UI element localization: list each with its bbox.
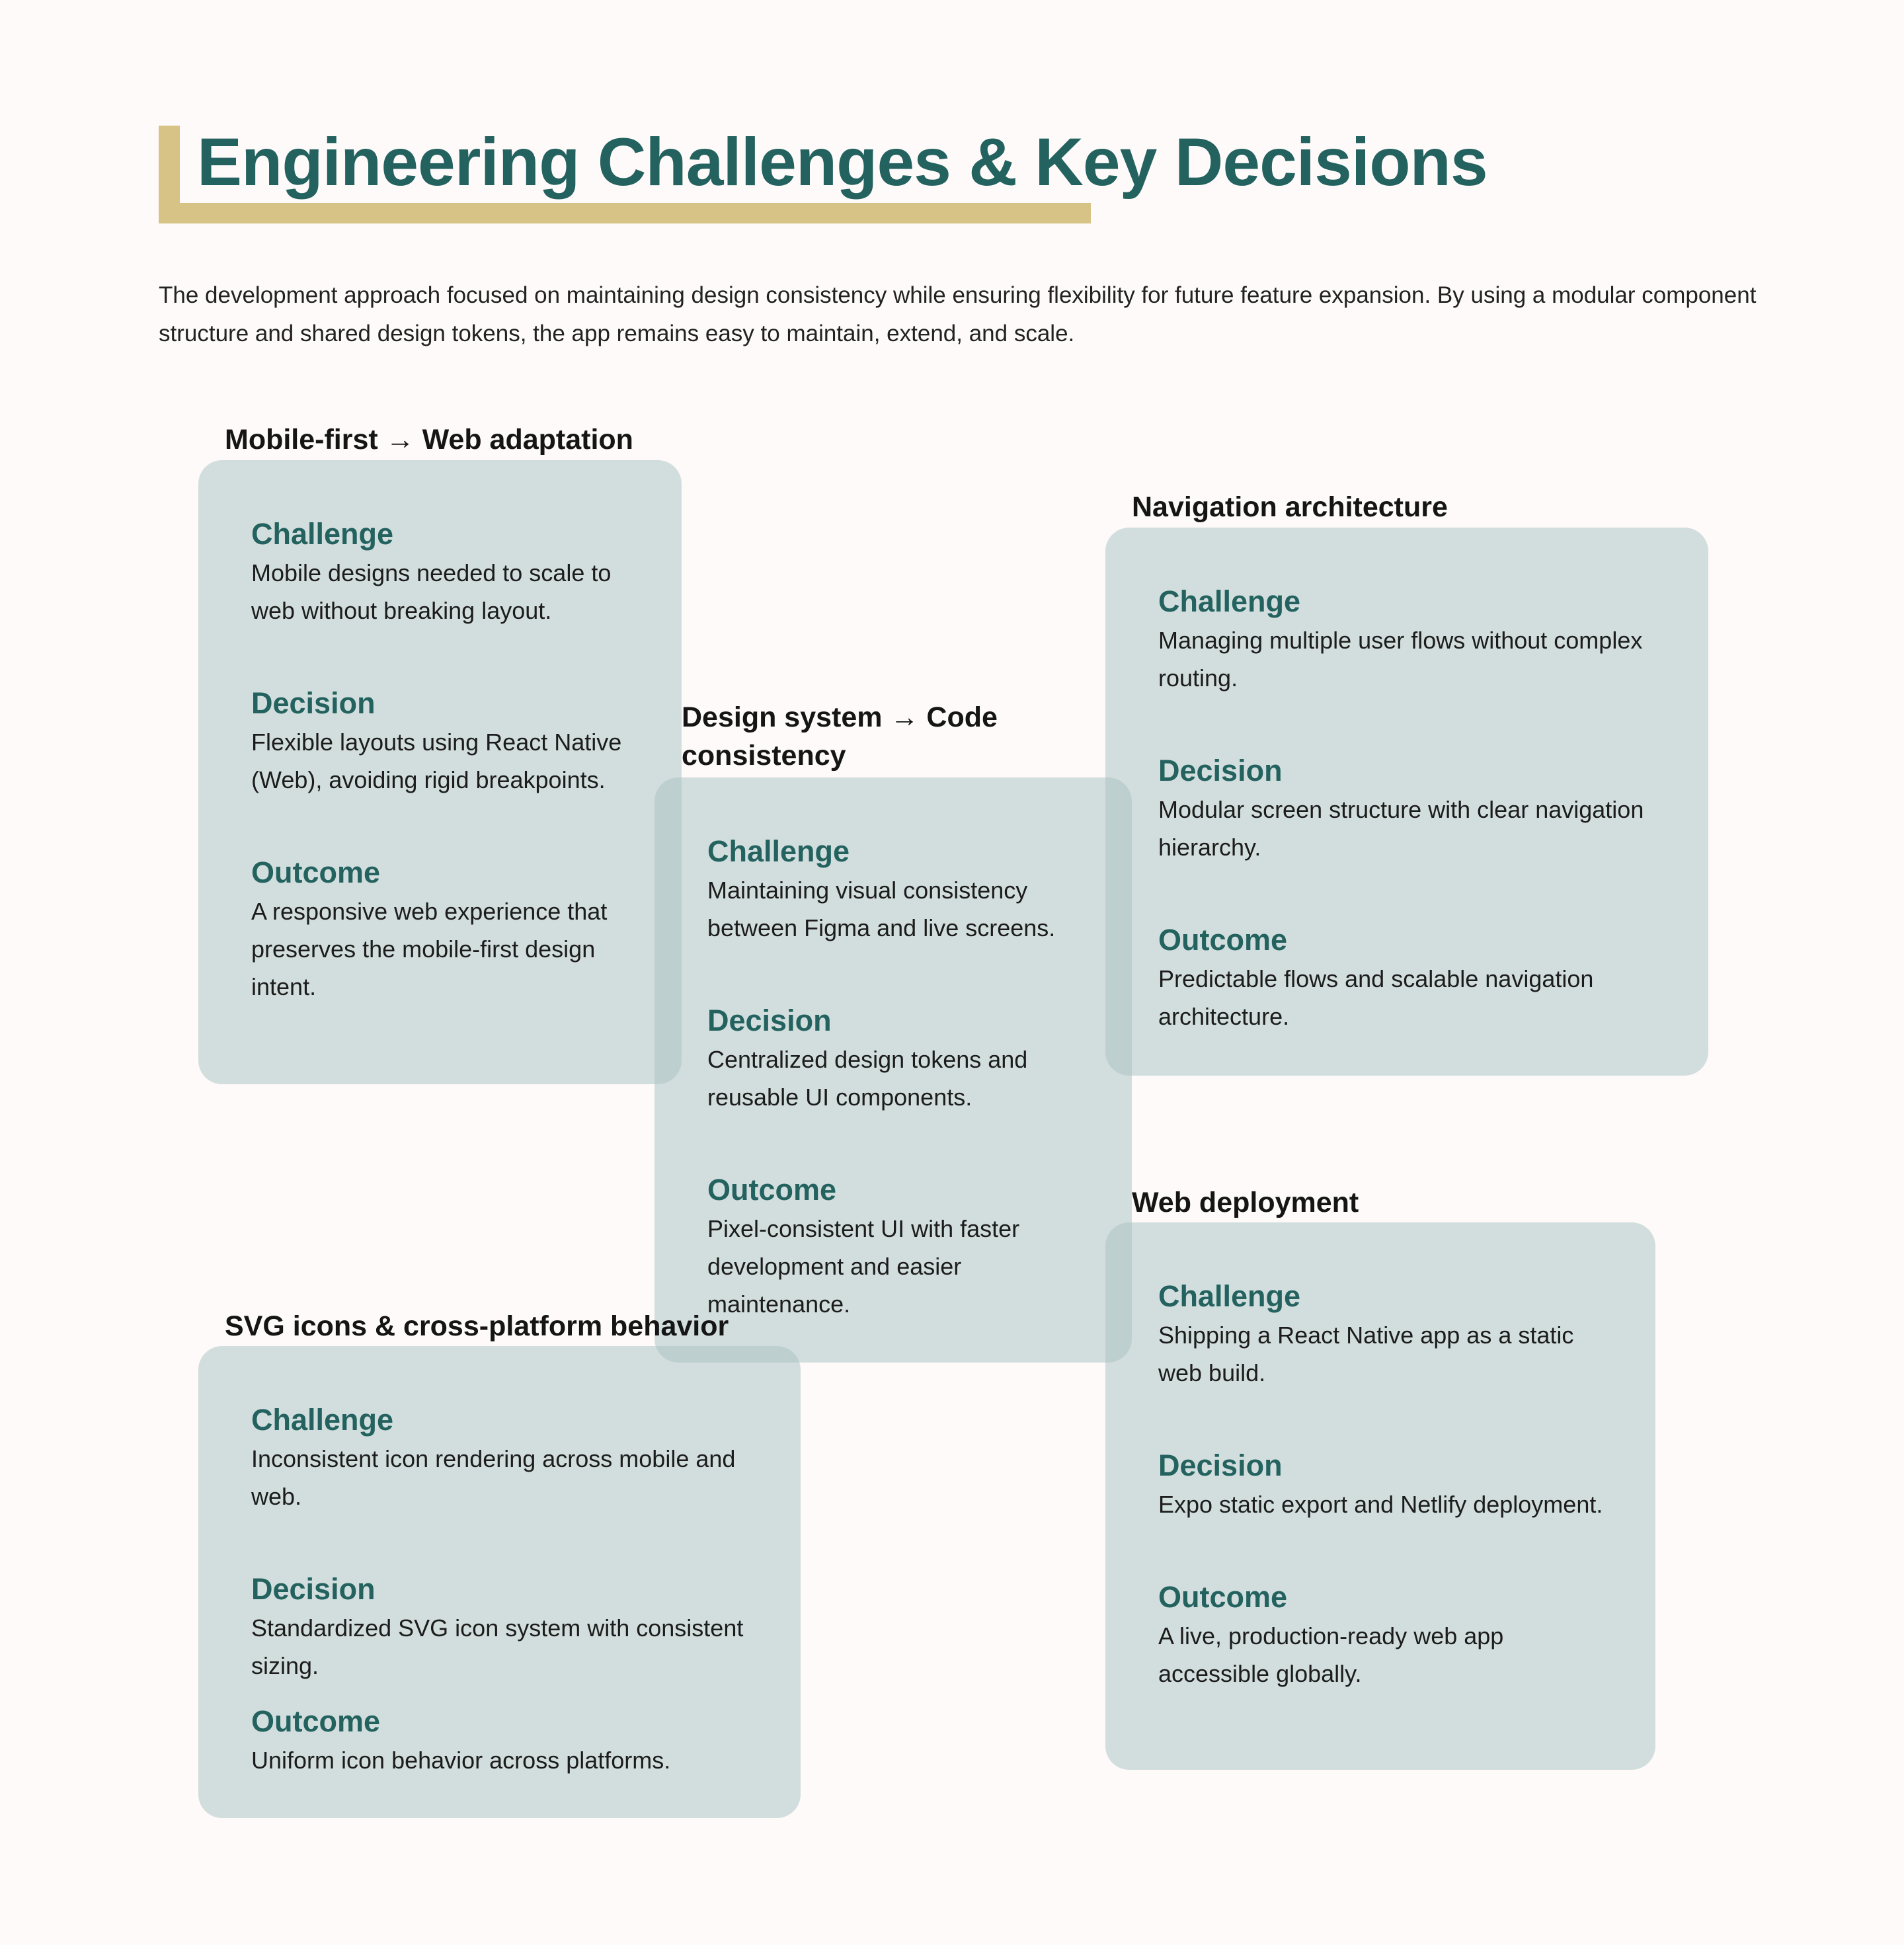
title-block [159,124,1488,223]
decision-text: Standardized SVG icon system with consistent sizing. [251,1614,744,1679]
outcome-label: Outcome [1158,923,1288,957]
decision-label: Decision [707,1004,832,1037]
decision-text: Modular screen structure with clear navigation hierarchy. [1158,796,1644,861]
card-web-deployment [1105,1222,1655,1770]
challenge-text: Shipping a React Native app as a static web build. [1158,1322,1574,1386]
section-heading-web-deployment: Web deployment [1132,1187,1359,1218]
outcome-text: Pixel-consistent UI with faster development and easier maintenance. [707,1215,1020,1318]
decision-label: Decision [1158,1449,1283,1482]
challenge-text: Managing multiple user flows without complex routing. [1158,627,1643,692]
outcome-text: A live, production-ready web app accessible globally. [1158,1622,1504,1687]
decision-text: Flexible layouts using React Native (Web), avoiding rigid breakpoints. [251,729,622,793]
challenge-label: Challenge [1158,584,1301,618]
intro-paragraph: The development approach focused on maintaining design consistency while ensuring flexibility for future feature expansion. By using a modular component structure and shared design tokens, the app remains easy to maintain, extend, and scale. [159,282,1757,346]
section-heading-mobile-first: Mobile-first → Web adaptation [225,424,633,456]
card-svg-icons [198,1346,801,1818]
challenge-label: Challenge [251,1403,394,1437]
section-heading-svg-icons: SVG icons & cross-platform behavior [225,1310,729,1342]
outcome-text: A responsive web experience that preserves the mobile-first design intent. [251,898,608,1000]
outcome-label: Outcome [251,855,381,889]
decision-label: Decision [1158,754,1283,787]
title-underline [159,203,1091,223]
decision-label: Decision [251,686,376,720]
card-navigation [1105,528,1708,1076]
card-design-system [654,777,1132,1363]
challenge-text: Inconsistent icon rendering across mobile and web. [251,1445,736,1510]
outcome-text: Uniform icon behavior across platforms. [251,1747,671,1774]
section-heading-design-system: Design system → Code consistency [682,701,998,772]
challenge-label: Challenge [707,834,850,868]
outcome-text: Predictable flows and scalable navigation architecture. [1158,965,1594,1030]
outcome-label: Outcome [1158,1580,1288,1614]
card-mobile-first [198,460,682,1084]
decision-text: Centralized design tokens and reusable UI components. [707,1046,1028,1111]
section-heading-navigation: Navigation architecture [1132,491,1448,523]
outcome-label: Outcome [707,1173,837,1207]
challenge-label: Challenge [251,517,394,551]
challenge-label: Challenge [1158,1279,1301,1313]
outcome-label: Outcome [251,1704,381,1738]
challenge-text: Maintaining visual consistency between Figma and live screens. [707,877,1056,941]
decision-text: Expo static export and Netlify deployment. [1158,1491,1603,1518]
page-title: Engineering Challenges & Key Decisions [197,124,1488,200]
decision-label: Decision [251,1572,376,1606]
challenge-text: Mobile designs needed to scale to web without breaking layout. [251,559,612,624]
